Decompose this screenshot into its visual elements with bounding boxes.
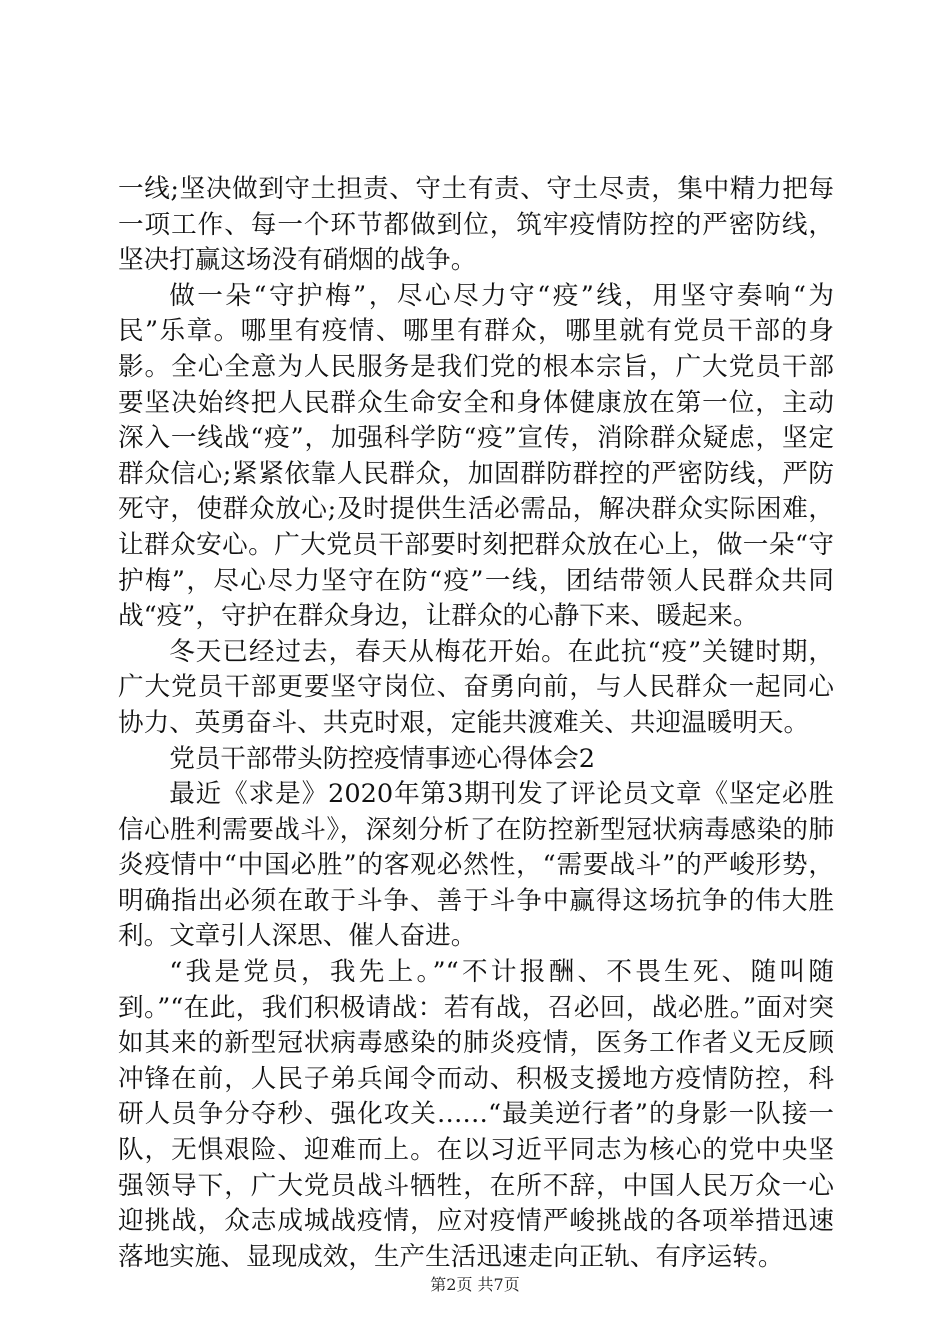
paragraph-2: 做一朵“守护梅”，尽心尽力守“疫”线，用坚守奏响“为民”乐章。哪里有疫情、哪里有群众，哪里就有党员干部的身影。全心全意为人民服务是我们党的根本宗旨，广大党员干部要坚决始终把人民群众生命安全和身体健康放在第一位，主动深入一线战“疫”，加强科学防“疫”宣传，消除群众疑虑，坚定群众信心;紧紧依靠人民群众，加固群防群控的严密防线，严防死守，使群众放心;及时提供生活必需品，解决群众实际困难，让群众安心。广大党员干部要时刻把群众放在心上，做一朵“守护梅”，尽心尽力坚守在防“疫”一线，团结带领人民群众共同战“疫”，守护在群众身边，让群众的心静下来、暖起来。 bbox=[118, 280, 834, 632]
document-body bbox=[118, 172, 834, 1275]
section-heading: 党员干部带头防控疫情事迹心得体会2 bbox=[169, 743, 595, 774]
paragraph-5: “我是党员，我先上。”“不计报酬、不畏生死、随叫随到。”“在此，我们积极请战：若有战，召必回，战必胜。”面对突如其来的新型冠状病毒感染的肺炎疫情，医务工作者义无反顾冲锋在前，人民子弟兵闻令而动、积极支援地方疫情防控，科研人员争分夺秒、强化攻关……“最美逆行者”的身影一队接一队，无惧艰险、迎难而上。在以习近平同志为核心的党中央坚强领导下，广大党员战斗牺牲，在所不辞，中国人民万众一心迎挑战，众志成城战疫情，应对疫情严峻挑战的各项举措迅速落地实施、显现成效，生产生活迅速走向正轨、有序运转。 bbox=[118, 957, 834, 1272]
paragraph-4: 最近《求是》2020年第3期刊发了评论员文章《坚定必胜信心胜利需要战斗》，深刻分析了在防控新型冠状病毒感染的肺炎疫情中“中国必胜”的客观必然性，“需要战斗”的严峻形势，明确指出必须在敢于斗争、善于斗争中赢得这场抗争的伟大胜利。文章引人深思、催人奋进。 bbox=[118, 779, 834, 952]
paragraph-3: 冬天已经过去，春天从梅花开始。在此抗“疫”关键时期，广大党员干部更要坚守岗位、奋勇向前，与人民群众一起同心协力、英勇奋斗、共克时艰，定能共渡难关、共迎温暖明天。 bbox=[118, 636, 834, 738]
paragraph-1: 一线;坚决做到守土担责、守土有责、守土尽责，集中精力把每一项工作、每一个环节都做到位，筑牢疫情防控的严密防线，坚决打赢这场没有硝烟的战争。 bbox=[118, 174, 834, 276]
page-number-footer: 第2页 共7页 bbox=[430, 1275, 520, 1294]
